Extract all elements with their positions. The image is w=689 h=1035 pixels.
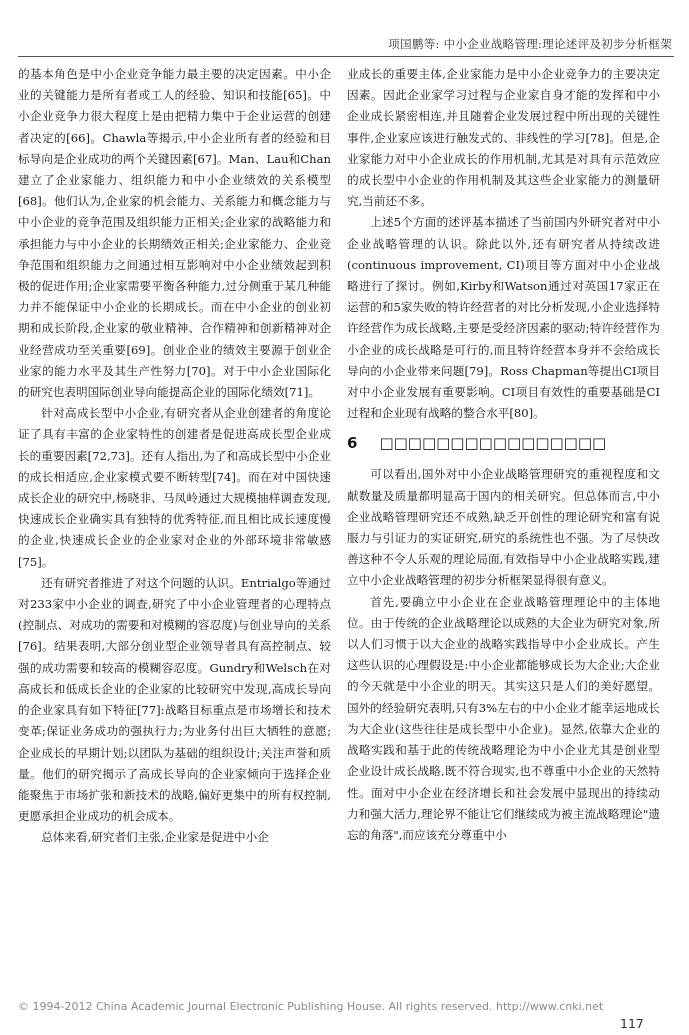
right-column [347,64,660,846]
page-number: 117 [620,1016,644,1031]
paragraph: 的基本角色是中小企业竞争能力最主要的决定因素。中小企业的关键能力是所有者或工人的经验、知识和技能[65]。中小企业竞争力很大程度上是由把精力集中于企业运营的创建者决定的[66]。Chawla等揭示,中小企业所有者的经验和目标导向是企业成功的两个关键因素[67]。Man、Lau和Chan建立了企业家能力、组织能力和中小企业绩效的关系模型[68]。他们认为,企业家的机会能力、关系能力和概念能力与中小企业的竞争范围及组织能力正相关;企业家的战略能力和承担能力与中小企业的长期绩效正相关;企业家能力、企业竞争范围和组织能力之间通过相互影响对中小企业绩效起到积极的促进作用;企业家需要平衡各种能力,过分侧重于某几种能力并不能保证中小企业的长期成长。而在中小企业的创业初期和成长阶段,企业家的敬业精神、合作精神和创新精神对企业经营成功至关重要[69]。创业企业的绩效主要源于创业企业家的能力水平及其生产性努力[70]。对于中小企业国际化的研究也表明国际创业导向能提高企业的国际化绩效[71]。 [18,67,331,400]
paragraph: 针对高成长型中小企业,有研究者从企业创建者的角度论证了具有丰富的企业家特性的创建者是促进高成长型企业成长的重要因素[72,73]。还有人指出,为了和高成长型中小企业的成长相适应,企业家模式要不断转型[74]。而在对中国快速成长企业的研究中,杨晓非、马凤岭通过大规模抽样调查发现,快速成长企业确实具有独特的优秀特征,而且相比成长速度慢的企业,快速成长企业的企业家对企业的外部环境非常敏感[75]。 [18,406,331,569]
left-column [18,64,331,849]
running-head: 项国鹏等: 中小企业战略管理:理论述评及初步分析框架 [388,37,672,51]
paragraph: 业成长的重要主体,企业家能力是中小企业竞争力的主要决定因素。因此企业家学习过程与企业家自身才能的发挥和中小企业成长紧密相连,并且随着企业发展过程中所出现的关键性事件,企业家应该进行触发式的、非线性的学习[78]。但是,企业家能力对中小企业成长的作用机制,尤其是对具有示范效应的成长型中小企业的作用机制及其这些企业家能力的测量研究,当前还不多。 [347,67,660,209]
section-number: 6 [347,434,358,453]
paragraph: 可以看出,国外对中小企业战略管理研究的重视程度和文献数量及质量都明显高于国内的相关研究。但总体而言,中小企业战略管理研究还不成熟,缺乏开创性的理论研究和富有说服力与引证力的实证研究,研究的系统性也不强。为了尽快改善这种不令人乐观的理论局面,有效指导中小企业战略实践,建立中小企业战略管理的初步分析框架显得很有意义。 [347,467,660,588]
section-heading [347,430,660,456]
paragraph: 上述5个方面的述评基本描述了当前国内外研究者对中小企业战略管理的认识。除此以外,还有研究者从持续改进(continuous improvement, CI)项目等方面对中小企业战略进行了探讨。例如,Kirby和Watson通过对英国17家正在运营的和5家失败的特许经营者的对比分析发现,小企业选择特许经营作为成长战略,主要是受经济因素的驱动;特许经营作为小企业的成长战略是可行的,而且特许经营本身并不会给成长导向的小企业带来问题[79]。Ross Chapman等提出CI项目对中小企业发展有重要影响。CI项目有效性的重要基础是CI过程和企业现有战略的整合水平[80]。 [347,215,660,421]
copyright-footer: © 1994-2012 China Academic Journal Electronic Publishing House. All rights reserved. http://www.cnki.net [18,1000,604,1013]
section-title: □□□□□□□□□□□□□□□□ [379,434,607,453]
paragraph: 还有研究者推进了对这个问题的认识。Entrialgo等通过对233家中小企业的调查,研究了中小企业管理者的心理特点(控制点、对成功的需要和对模糊的容忍度)与创业导向的关系[76]。结果表明,大部分创业型企业领导者具有高控制点、较强的成功需要和较高的模糊容忍度。Gundry和Welsch在对高成长和低成长企业的企业家的比较研究中发现,高成长导向的企业家具有如下特征[77]:战略目标重点是市场增长和技术变革;保证业务成功的强执行力;为业务付出巨大牺牲的意愿;企业成长的早期计划;以团队为基础的组织设计;关注声誉和质量。他们的研究揭示了高成长导向的企业家倾向于选择企业能聚焦于市场扩张和新技术的战略,偏好更集中的所有权控制,更愿承担企业成功的机会成本。 [18,575,331,824]
header-rule [18,56,674,57]
paragraph: 首先,要确立中小企业在企业战略管理理论中的主体地位。由于传统的企业战略理论以成熟的大企业为研究对象,所以人们习惯于以大企业的战略实践指导中小企业成长。产生这些认识的心理假设是:中小企业都能够成长为大企业;大企业的今天就是中小企业的明天。其实这只是人们的美好愿望。国外的经验研究表明,只有3%左右的中小企业才能幸运地成长为大企业(这些往往是成长型中小企业)。显然,依靠大企业的战略实践和基于此的传统战略理论为中小企业尤其是创业型企业设计成长战略,既不符合现实,也不尊重中小企业的天然特性。面对中小企业在经济增长和社会发展中显现出的持续动力和强大活力,理论界不能让它们继续成为被主流战略理论"遗忘的角落",而应该充分尊重中小 [347,594,660,842]
paragraph: 总体来看,研究者们主张,企业家是促进中小企 [41,830,269,845]
